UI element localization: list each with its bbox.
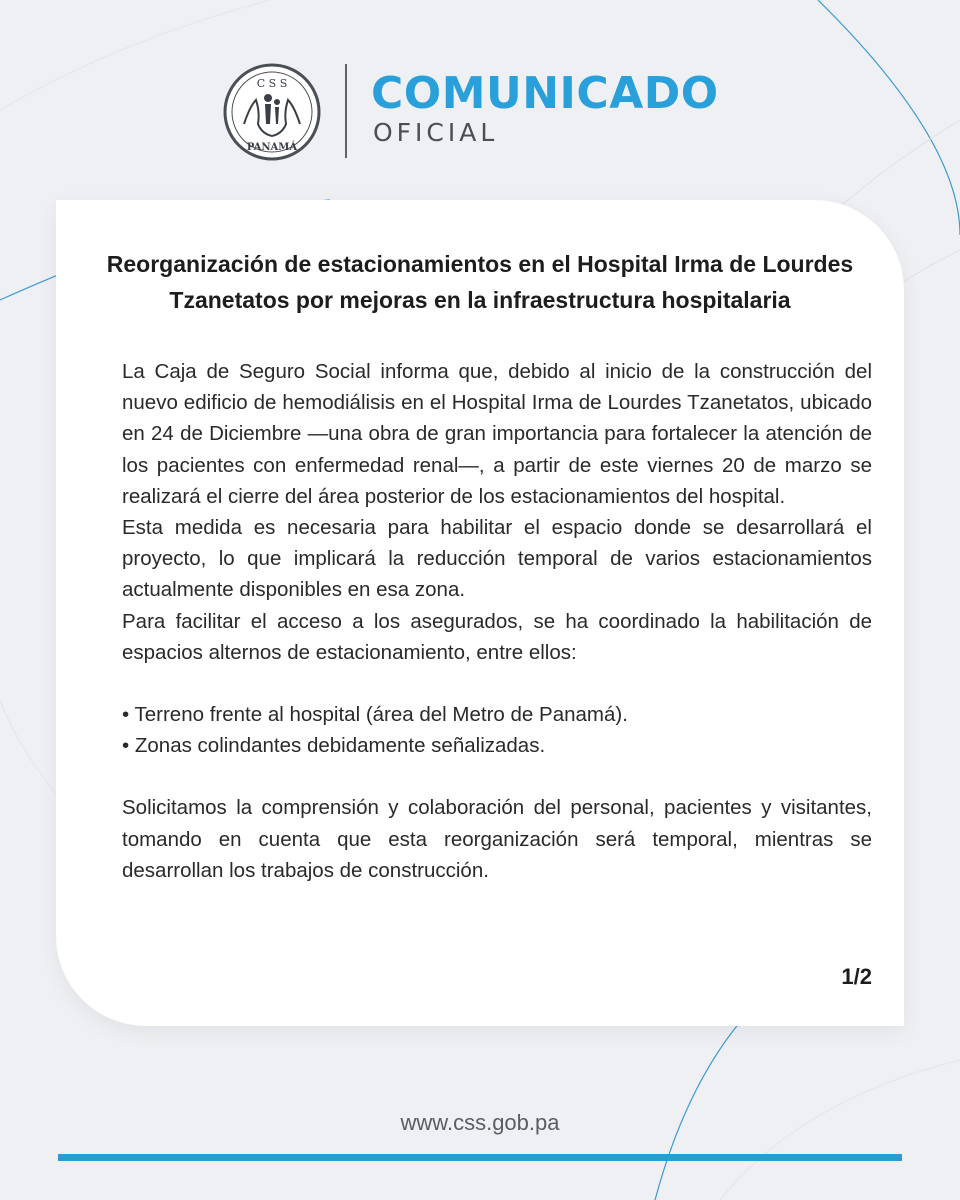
logo-top-text: C S S: [256, 77, 288, 90]
comunicado-title: COMUNICADO: [371, 68, 719, 119]
spacer: [122, 668, 872, 699]
header: [0, 0, 960, 190]
announcement-card: [56, 200, 904, 1026]
css-panama-seal-icon: [222, 62, 322, 162]
list-item: • Terreno frente al hospital (área del Metro de Panamá).: [122, 703, 628, 727]
header-divider: [345, 64, 347, 158]
paragraph-3: Para facilitar el acceso a los asegurados, se ha coordinado la habilitación de espacios alternos de estacionamiento, entre ellos:: [122, 609, 872, 664]
footer-bar: [58, 1154, 902, 1161]
logo-bottom-text: PANAMÁ: [246, 142, 298, 153]
announcement-headline: Reorganización de estacionamientos en el Hospital Irma de Lourdes Tzanetatos por mejoras en la infraestructura hospitalaria: [106, 251, 854, 313]
paragraph-1: La Caja de Seguro Social informa que, debido al inicio de la construcción del nuevo edificio de hemodiálisis en el Hospital Irma de Lourdes Tzanetatos, ubicado en 24 de Diciembre —una obra de gran importancia para fortalecer la atención de los pacientes con enfermedad renal—, a partir de este viernes 20 de marzo se realizará el cierre del área posterior de los estacionamientos del hospital.: [122, 360, 872, 508]
spacer: [122, 761, 872, 792]
announcement-body: [122, 356, 872, 886]
paragraph-2: Esta medida es necesaria para habilitar el espacio donde se desarrollará el proyecto, lo que implicará la reducción temporal de varios estacionamientos actualmente disponibles en esa zona.: [122, 516, 872, 602]
closing-paragraph: Solicitamos la comprensión y colaboración del personal, pacientes y visitantes, tomando en cuenta que esta reorganización será temporal, mientras se desarrollan los trabajos de construcción.: [122, 796, 872, 882]
list-item: • Zonas colindantes debidamente señalizadas.: [122, 734, 546, 758]
website-url[interactable]: www.css.gob.pa: [400, 1110, 560, 1135]
oficial-subtitle: OFICIAL: [373, 118, 499, 147]
page-number: 1/2: [841, 964, 872, 989]
